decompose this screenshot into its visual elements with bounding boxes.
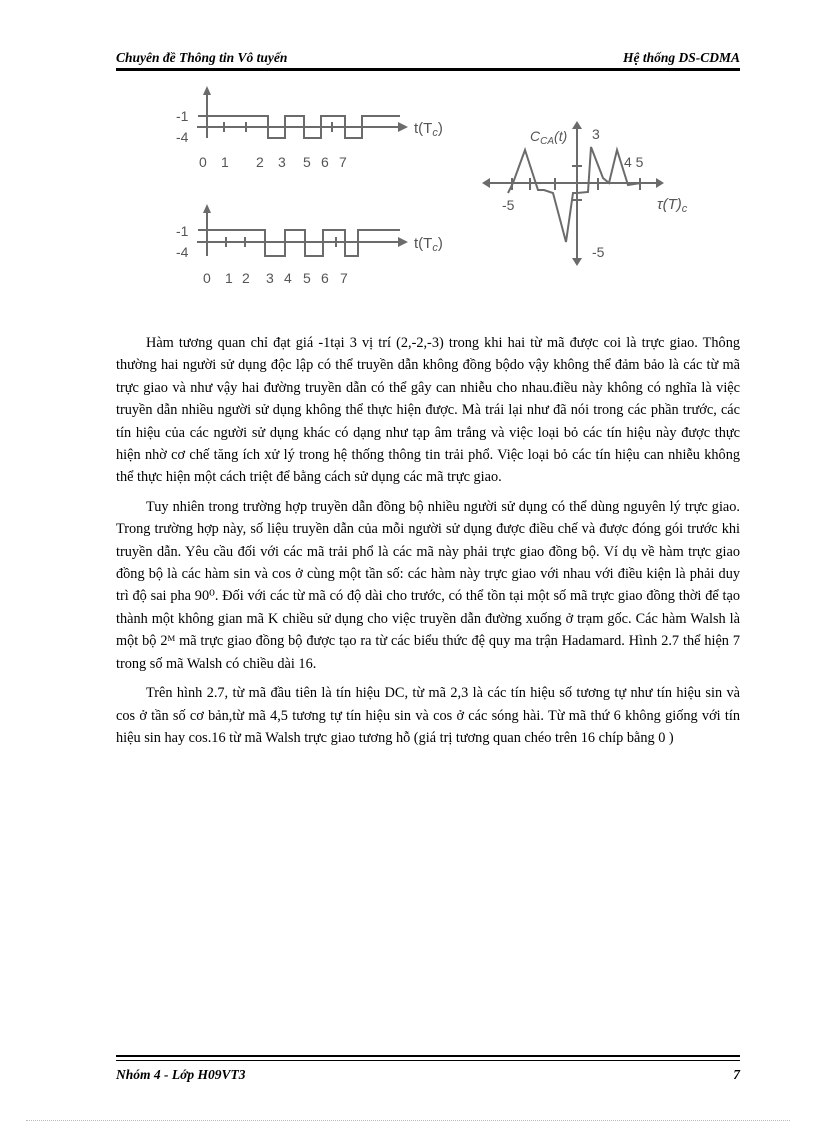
- paragraph-1: Hàm tương quan chỉ đạt giá -1tại 3 vị trí (2,-2,-3) trong khi hai từ mã được coi là trực giao. Thông thường hai người sử dụng độc lập có thể truyền dẫn không đồng bộdo vậy không thể đảm bảo là các từ mã trực giao và như vậy hai đường truyền dẫn có thể gây can nhiễu cho nhau.điều này không có nghĩa là việc truyền dẫn nhiều người sử dụng không thể thực hiện được. Mà trái lại như đã nói trong các phần trước, các tín hiệu của các người sử dụng khác có dạng như tạp âm trắng và việc loại bỏ các tín hiệu này được thực hiện nhờ cơ chế tăng ích xử lý trong hệ thống thông tin trải phổ. Việc loại bỏ các tín hiệu can nhiễu không thể thực hiện một cách triệt để bằng cách sử dụng các mã trực giao.: [116, 335, 740, 486]
- waveform-2-tick-label: 4: [284, 270, 292, 286]
- waveform-1-tick-label: 3: [278, 154, 286, 170]
- waveform-1-tick-label: 5: [303, 154, 311, 170]
- waveform-2: [197, 204, 408, 256]
- waveform-1-tick-label: 1: [221, 154, 229, 170]
- waveform-1-level-low: -4: [176, 129, 189, 145]
- corr-x-arrow-right: [656, 178, 664, 188]
- figure-waveforms: [0, 0, 816, 310]
- page-footer: [116, 1067, 740, 1083]
- correlation-plot: [482, 121, 664, 266]
- corr-right-ticks-label: 4 5: [624, 154, 644, 170]
- footer-rule: [116, 1055, 740, 1057]
- corr-y-arrow-up: [572, 121, 582, 129]
- waveform-2-x-arrow: [398, 237, 408, 247]
- corr-left-min-label: -5: [502, 197, 515, 213]
- corr-y-arrow-down: [572, 258, 582, 266]
- page-number: 7: [733, 1067, 740, 1082]
- corr-x-label: $\tau(T)_c$: [657, 196, 688, 215]
- corr-curve: [508, 147, 641, 242]
- header-title-right: Hệ thống DS-CDMA: [622, 50, 740, 65]
- waveform-2-level-low: -4: [176, 244, 189, 260]
- page-edge-dotted-line: [26, 1120, 790, 1121]
- waveform-1-tick-label: 2: [256, 154, 264, 170]
- footer-rule-thin: [116, 1060, 740, 1061]
- corr-peak-label: 3: [592, 126, 600, 142]
- paragraph-3: Trên hình 2.7, từ mã đầu tiên là tín hiệu DC, từ mã 2,3 là các tín hiệu số tương tự như tín hiệu sin và cos ở tần số cơ bản,từ mã 4,5 tương tự tín hiệu sin và cos ở các sóng hài. Từ mã thứ 6 không giống với tín hiệu sin hay cos.16 từ mã Walsh trực giao tương hỗ (giá trị tương quan chéo trên 16 chíp bằng 0 ): [116, 685, 740, 746]
- corr-x-arrow-left: [482, 178, 490, 188]
- waveform-1-tick-label: 6: [321, 154, 329, 170]
- paragraph-2: Tuy nhiên trong trường hợp truyền dẫn đồng bộ nhiều người sử dụng có thể dùng nguyên lý trực giao. Trong trường hợp này, số liệu truyền dẫn của mỗi người sử dụng được điều chế và được đóng gói trước khi truyền dẫn. Yêu cầu đối với các mã trải phổ là các mã này phải trực giao đồng bộ. Ví dụ về hàm trực giao đồng bộ là các hàm sin và cos ở cùng một tần số: các hàm này trực giao với nhau với điều kiện là phải duy trì độ sai pha 90⁰. Đối với các từ mã có độ dài cho trước, có thể tồn tại một số mã trực giao đồng thời để tạo thành một không gian mã K chiều sử dụng cho việc truyền dẫn đường xuống ở trạm gốc. Các hàm Walsh là một bộ 2ᴹ mã trực giao đồng bộ được tạo ra từ các biểu thức đệ quy ma trận Hadamard. Hình 2.7 thể hiện 7 trong số mã Walsh có chiều dài 16.: [116, 498, 740, 672]
- waveform-2-tick-label: 1: [225, 270, 233, 286]
- waveform-2-tick-label: 5: [303, 270, 311, 286]
- waveform-2-tick-label: 6: [321, 270, 329, 286]
- waveform-1: [197, 86, 408, 138]
- waveform-2-level-high: -1: [176, 223, 189, 239]
- waveform-2-tick-label: 3: [266, 270, 274, 286]
- corr-y-label: $C_{CA}(t)$: [530, 128, 568, 147]
- waveform-1-x-arrow: [398, 122, 408, 132]
- body-text: [116, 332, 740, 756]
- corr-bottom-min-label: -5: [592, 244, 605, 260]
- waveform-2-tick-label: 0: [203, 270, 211, 286]
- waveform-1-y-arrow: [203, 86, 211, 95]
- footer-group-label: Nhóm 4 - Lớp H09VT3: [116, 1067, 246, 1082]
- waveform-2-axis-label: $t(T_c)$: [414, 235, 443, 254]
- waveform-1-tick-label: 7: [339, 154, 347, 170]
- waveform-2-tick-label: 2: [242, 270, 250, 286]
- waveform-1-tick-label: 0: [199, 154, 207, 170]
- waveform-1-axis-label: $t(T_c)$: [414, 120, 443, 139]
- waveform-2-tick-label: 7: [340, 270, 348, 286]
- waveform-1-level-high: -1: [176, 108, 189, 124]
- header-title-left: Chuyên đề Thông tin Vô tuyến: [116, 50, 288, 65]
- waveform-2-y-arrow: [203, 204, 211, 213]
